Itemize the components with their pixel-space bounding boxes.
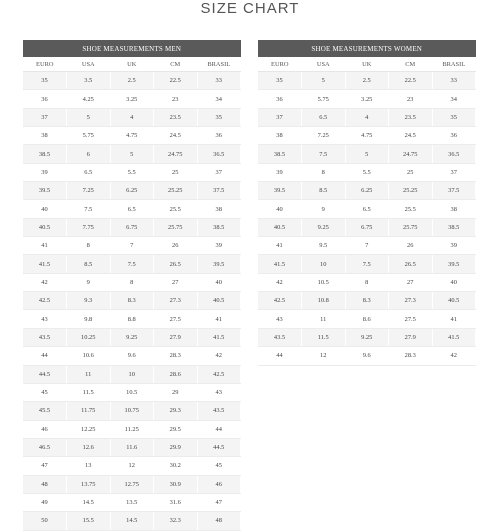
table-cell: 7.5	[345, 255, 389, 273]
table-row	[23, 402, 241, 420]
table-cell: 9	[302, 200, 346, 218]
table-cell: 13	[67, 457, 111, 475]
table-cell: 12.75	[110, 475, 154, 493]
table-cell: 40.5	[258, 218, 302, 236]
table-cell: 37	[197, 163, 241, 181]
table-cell: 27.5	[154, 310, 198, 328]
table-cell: 34	[197, 90, 241, 108]
table-cell: 27.5	[389, 310, 433, 328]
table-cell: 47	[23, 457, 67, 475]
table-cell: 40.5	[197, 292, 241, 310]
table-cell: 42.5	[197, 365, 241, 383]
table-row	[23, 255, 241, 273]
table-cell: 3.25	[345, 90, 389, 108]
table-cell: 35	[197, 108, 241, 126]
table-cell: 4	[110, 108, 154, 126]
table-cell: 27	[154, 273, 198, 291]
table-cell: 5	[345, 145, 389, 163]
table-cell: 11.6	[110, 438, 154, 456]
table-cell: 37	[432, 163, 476, 181]
table-cell: 46.5	[23, 438, 67, 456]
table-row	[258, 237, 476, 255]
column-header: UK	[110, 57, 154, 72]
table-cell: 28.6	[154, 365, 198, 383]
table-cell: 29.5	[154, 420, 198, 438]
table-cell: 29.3	[154, 402, 198, 420]
table-cell: 5.75	[302, 90, 346, 108]
men-column-header-row	[23, 57, 241, 72]
table-row	[258, 218, 476, 236]
table-cell: 6.75	[345, 218, 389, 236]
table-cell: 38.5	[23, 145, 67, 163]
table-cell: 30.9	[154, 475, 198, 493]
table-cell: 36	[197, 127, 241, 145]
table-cell: 46	[23, 420, 67, 438]
table-cell: 5	[110, 145, 154, 163]
table-cell: 10.25	[67, 328, 111, 346]
table-cell: 32.3	[154, 512, 198, 530]
column-header: CM	[389, 57, 433, 72]
table-row	[258, 72, 476, 90]
table-cell: 8.5	[302, 182, 346, 200]
table-cell: 9.6	[345, 347, 389, 365]
table-row	[23, 310, 241, 328]
table-cell: 11.5	[67, 383, 111, 401]
table-cell: 14.5	[67, 493, 111, 511]
table-cell: 40.5	[432, 292, 476, 310]
table-cell: 38.5	[258, 145, 302, 163]
table-row	[23, 163, 241, 181]
table-cell: 10.6	[67, 347, 111, 365]
table-cell: 25.25	[389, 182, 433, 200]
table-row	[23, 347, 241, 365]
table-row	[258, 127, 476, 145]
table-cell: 45.5	[23, 402, 67, 420]
table-cell: 26.5	[389, 255, 433, 273]
table-cell: 9.25	[345, 328, 389, 346]
table-cell: 12	[302, 347, 346, 365]
table-cell: 41	[197, 310, 241, 328]
table-cell: 28.3	[389, 347, 433, 365]
table-cell: 46	[197, 475, 241, 493]
table-cell: 4.75	[110, 127, 154, 145]
column-header: UK	[345, 57, 389, 72]
table-cell: 8.8	[110, 310, 154, 328]
table-cell: 45	[197, 457, 241, 475]
table-cell: 35	[432, 108, 476, 126]
table-cell: 41.5	[432, 328, 476, 346]
table-cell: 33	[197, 72, 241, 90]
table-cell: 8	[67, 237, 111, 255]
table-cell: 26	[389, 237, 433, 255]
table-cell: 5	[302, 72, 346, 90]
table-cell: 44.5	[197, 438, 241, 456]
page-title: SIZE CHART	[200, 0, 300, 17]
table-cell: 5.5	[345, 163, 389, 181]
table-cell: 39	[197, 237, 241, 255]
table-cell: 27.9	[389, 328, 433, 346]
table-cell: 41	[23, 237, 67, 255]
table-cell: 38	[197, 200, 241, 218]
table-cell: 7.75	[67, 218, 111, 236]
table-cell: 39.5	[258, 182, 302, 200]
men-table-title: SHOE MEASUREMENTS MEN	[23, 40, 241, 57]
table-cell: 7.25	[67, 182, 111, 200]
table-row	[258, 145, 476, 163]
table-cell: 2.5	[110, 72, 154, 90]
table-cell: 34	[432, 90, 476, 108]
table-cell: 23	[389, 90, 433, 108]
table-cell: 25	[389, 163, 433, 181]
table-cell: 3.25	[110, 90, 154, 108]
table-cell: 38	[432, 200, 476, 218]
column-header: EURO	[258, 57, 302, 72]
table-cell: 41.5	[197, 328, 241, 346]
table-cell: 10.75	[110, 402, 154, 420]
table-cell: 31.6	[154, 493, 198, 511]
table-cell: 23.5	[389, 108, 433, 126]
table-cell: 44	[23, 347, 67, 365]
table-cell: 7.25	[302, 127, 346, 145]
table-cell: 7	[110, 237, 154, 255]
table-cell: 26.5	[154, 255, 198, 273]
table-cell: 43.5	[197, 402, 241, 420]
table-cell: 24.75	[154, 145, 198, 163]
table-cell: 39	[258, 163, 302, 181]
table-cell: 41.5	[23, 255, 67, 273]
table-cell: 38.5	[197, 218, 241, 236]
table-cell: 28.3	[154, 347, 198, 365]
table-cell: 36.5	[197, 145, 241, 163]
table-cell: 27.9	[154, 328, 198, 346]
table-cell: 36.5	[432, 145, 476, 163]
table-cell: 9.25	[110, 328, 154, 346]
table-cell: 6.5	[345, 200, 389, 218]
table-cell: 22.5	[389, 72, 433, 90]
table-cell: 42	[197, 347, 241, 365]
table-cell: 25	[154, 163, 198, 181]
table-row	[258, 163, 476, 181]
table-cell: 7.5	[110, 255, 154, 273]
table-row	[23, 182, 241, 200]
table-row	[258, 310, 476, 328]
table-cell: 29.9	[154, 438, 198, 456]
table-row	[23, 127, 241, 145]
table-cell: 38	[258, 127, 302, 145]
table-row	[23, 237, 241, 255]
table-cell: 8	[302, 163, 346, 181]
table-cell: 6.25	[345, 182, 389, 200]
table-cell: 9.6	[110, 347, 154, 365]
table-cell: 35	[23, 72, 67, 90]
table-cell: 13.75	[67, 475, 111, 493]
table-cell: 43	[197, 383, 241, 401]
table-row	[23, 145, 241, 163]
table-cell: 37.5	[197, 182, 241, 200]
column-header: EURO	[23, 57, 67, 72]
table-cell: 10.8	[302, 292, 346, 310]
table-cell: 39	[432, 237, 476, 255]
table-cell: 14.5	[110, 512, 154, 530]
table-cell: 11.75	[67, 402, 111, 420]
table-row	[258, 347, 476, 365]
table-cell: 9.8	[67, 310, 111, 328]
table-cell: 40	[432, 273, 476, 291]
table-cell: 10	[302, 255, 346, 273]
table-cell: 49	[23, 493, 67, 511]
table-cell: 44.5	[23, 365, 67, 383]
table-cell: 42.5	[258, 292, 302, 310]
women-column-header-row	[258, 57, 476, 72]
table-cell: 8.3	[345, 292, 389, 310]
table-row	[258, 255, 476, 273]
table-cell: 40	[23, 200, 67, 218]
table-cell: 48	[197, 512, 241, 530]
table-cell: 15.5	[67, 512, 111, 530]
table-cell: 24.75	[389, 145, 433, 163]
table-cell: 45	[23, 383, 67, 401]
table-cell: 10	[110, 365, 154, 383]
column-header: USA	[67, 57, 111, 72]
table-cell: 24.5	[154, 127, 198, 145]
women-size-table	[258, 40, 476, 366]
table-cell: 10.5	[302, 273, 346, 291]
table-cell: 8.6	[345, 310, 389, 328]
table-cell: 7.5	[67, 200, 111, 218]
table-cell: 8	[110, 273, 154, 291]
women-table-body	[258, 72, 476, 366]
table-cell: 38.5	[432, 218, 476, 236]
table-cell: 11	[302, 310, 346, 328]
table-cell: 13.5	[110, 493, 154, 511]
table-cell: 8.3	[110, 292, 154, 310]
table-cell: 22.5	[154, 72, 198, 90]
table-cell: 39.5	[197, 255, 241, 273]
table-cell: 47	[197, 493, 241, 511]
table-cell: 5.75	[67, 127, 111, 145]
table-cell: 39	[23, 163, 67, 181]
table-row	[23, 383, 241, 401]
table-cell: 6.75	[110, 218, 154, 236]
women-table-title: SHOE MEASUREMENTS WOMEN	[258, 40, 476, 57]
table-cell: 23.5	[154, 108, 198, 126]
table-cell: 3.5	[67, 72, 111, 90]
table-cell: 36	[23, 90, 67, 108]
table-cell: 50	[23, 512, 67, 530]
column-header: CM	[154, 57, 198, 72]
table-cell: 36	[432, 127, 476, 145]
table-cell: 24.5	[389, 127, 433, 145]
table-row	[23, 457, 241, 475]
table-row	[23, 72, 241, 90]
table-cell: 6.5	[67, 163, 111, 181]
table-cell: 27.3	[389, 292, 433, 310]
table-row	[258, 182, 476, 200]
table-cell: 25.5	[154, 200, 198, 218]
table-cell: 25.25	[154, 182, 198, 200]
table-cell: 5	[67, 108, 111, 126]
table-cell: 25.5	[389, 200, 433, 218]
table-cell: 9.25	[302, 218, 346, 236]
table-cell: 9.5	[302, 237, 346, 255]
table-cell: 44	[258, 347, 302, 365]
table-row	[23, 438, 241, 456]
table-cell: 38	[23, 127, 67, 145]
table-cell: 39.5	[23, 182, 67, 200]
table-row	[23, 218, 241, 236]
table-cell: 4.75	[345, 127, 389, 145]
table-row	[23, 292, 241, 310]
table-cell: 11.5	[302, 328, 346, 346]
table-row	[258, 200, 476, 218]
table-cell: 6.5	[110, 200, 154, 218]
table-cell: 11	[67, 365, 111, 383]
table-cell: 44	[197, 420, 241, 438]
table-row	[23, 90, 241, 108]
table-cell: 7.5	[302, 145, 346, 163]
table-cell: 30.2	[154, 457, 198, 475]
table-cell: 25.75	[154, 218, 198, 236]
table-row	[258, 273, 476, 291]
table-cell: 27	[389, 273, 433, 291]
table-cell: 41	[258, 237, 302, 255]
table-cell: 8.5	[67, 255, 111, 273]
table-cell: 35	[258, 72, 302, 90]
table-row	[258, 90, 476, 108]
table-cell: 9	[67, 273, 111, 291]
table-cell: 9.3	[67, 292, 111, 310]
table-cell: 12.25	[67, 420, 111, 438]
table-row	[258, 108, 476, 126]
column-header: BRASIL	[432, 57, 476, 72]
table-cell: 42	[23, 273, 67, 291]
table-cell: 37	[258, 108, 302, 126]
table-cell: 7	[345, 237, 389, 255]
table-cell: 12	[110, 457, 154, 475]
table-cell: 23	[154, 90, 198, 108]
table-cell: 36	[258, 90, 302, 108]
table-row	[23, 108, 241, 126]
table-cell: 37.5	[432, 182, 476, 200]
table-row	[23, 365, 241, 383]
table-cell: 26	[154, 237, 198, 255]
table-cell: 27.3	[154, 292, 198, 310]
table-cell: 12.6	[67, 438, 111, 456]
table-cell: 6.5	[302, 108, 346, 126]
men-size-table	[23, 40, 241, 531]
table-cell: 5.5	[110, 163, 154, 181]
table-row	[23, 512, 241, 530]
table-cell: 33	[432, 72, 476, 90]
table-row	[23, 493, 241, 511]
table-cell: 40	[197, 273, 241, 291]
table-cell: 43	[258, 310, 302, 328]
table-cell: 42.5	[23, 292, 67, 310]
table-cell: 10.5	[110, 383, 154, 401]
table-row	[23, 273, 241, 291]
table-cell: 41	[432, 310, 476, 328]
table-cell: 4.25	[67, 90, 111, 108]
table-row	[23, 328, 241, 346]
table-cell: 8	[345, 273, 389, 291]
table-cell: 6.25	[110, 182, 154, 200]
table-cell: 42	[432, 347, 476, 365]
table-cell: 43.5	[23, 328, 67, 346]
table-cell: 29	[154, 383, 198, 401]
table-row	[258, 292, 476, 310]
table-cell: 25.75	[389, 218, 433, 236]
table-cell: 40.5	[23, 218, 67, 236]
table-cell: 42	[258, 273, 302, 291]
table-row	[23, 200, 241, 218]
table-cell: 40	[258, 200, 302, 218]
table-cell: 43	[23, 310, 67, 328]
table-cell: 6	[67, 145, 111, 163]
table-cell: 48	[23, 475, 67, 493]
table-row	[23, 475, 241, 493]
column-header: USA	[302, 57, 346, 72]
table-cell: 37	[23, 108, 67, 126]
table-cell: 11.25	[110, 420, 154, 438]
table-row	[258, 328, 476, 346]
table-cell: 41.5	[258, 255, 302, 273]
table-cell: 2.5	[345, 72, 389, 90]
table-row	[23, 420, 241, 438]
column-header: BRASIL	[197, 57, 241, 72]
men-table-body	[23, 72, 241, 531]
table-cell: 39.5	[432, 255, 476, 273]
table-cell: 43.5	[258, 328, 302, 346]
table-cell: 4	[345, 108, 389, 126]
